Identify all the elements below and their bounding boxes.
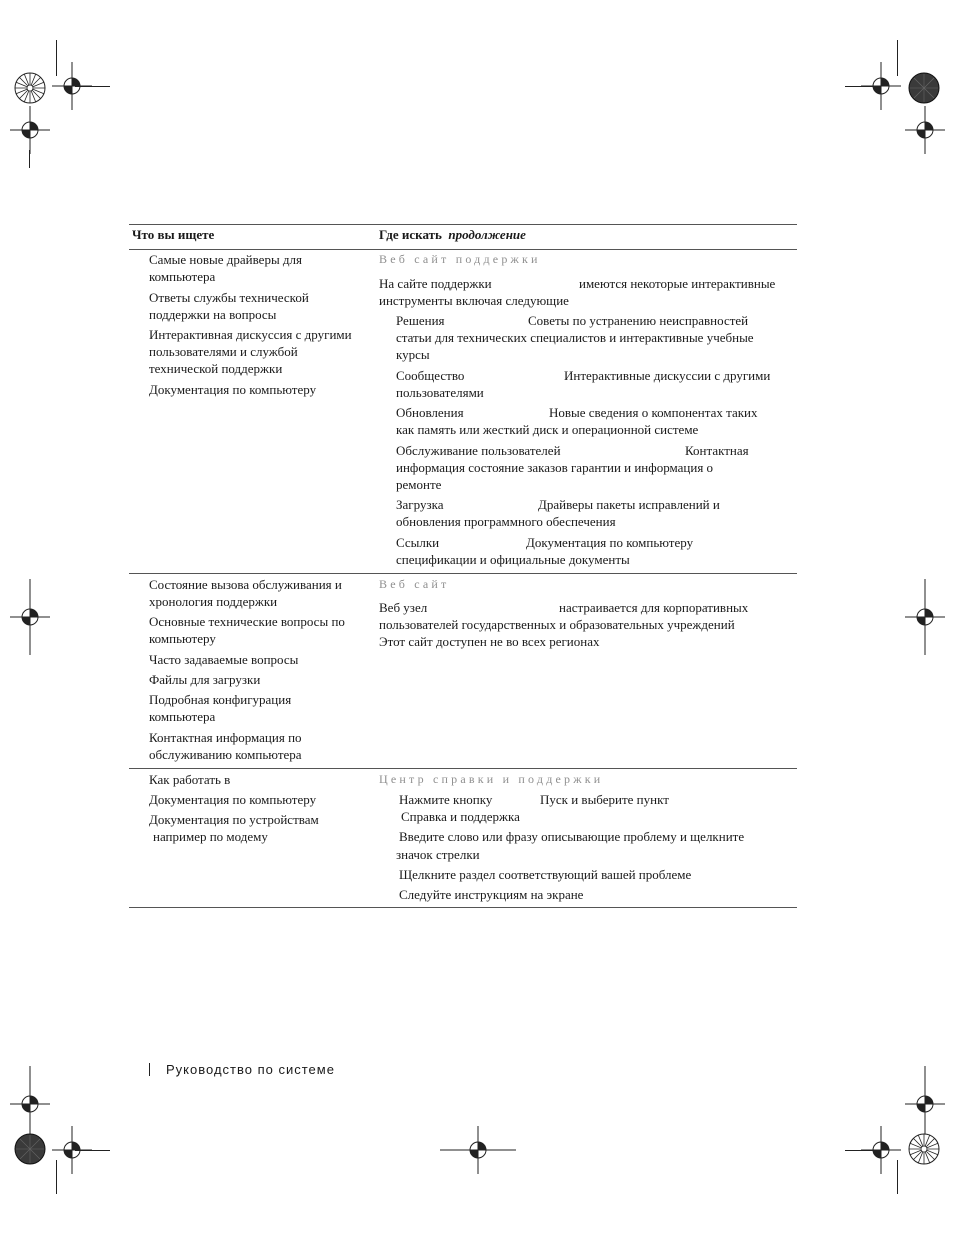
crosshair-icon [905,106,945,154]
list-item: Контактная информация по [149,730,302,745]
crosshair-icon [905,579,945,655]
list-item: Часто задаваемые вопросы [149,652,299,667]
table-header-rule [129,249,797,250]
paragraph-text: имеются некоторые интерактивные [579,276,776,291]
registration-starburst-icon [908,1133,940,1165]
trim-line [897,1160,898,1194]
page-footer [149,1062,335,1077]
list-item: курсы [396,347,430,362]
list-item: технической поддержки [149,361,283,376]
list-item: Интерактивная дискуссия с другими [149,327,352,342]
step-text: Щелкните раздел соответствующий вашей проблеме [399,867,692,882]
column-header-where-to-look [379,227,526,243]
list-item: информация состояние заказов гарантии и информация о [396,460,714,475]
trim-line [845,1150,880,1151]
crosshair-icon [10,106,50,154]
crosshair-icon [440,1126,516,1174]
list-item: пользователями [396,385,484,400]
list-item: Основные технические вопросы по [149,614,345,629]
paragraph-text: На сайте поддержки [379,276,492,291]
list-item: Загрузка [396,497,444,512]
list-item: компьютеру [149,631,216,646]
list-item: Сообщество [396,368,465,383]
step-text: Введите слово или фразу описывающие проблему и щелкните [399,829,745,844]
list-item: Советы по устранению неисправностей [528,313,749,328]
list-item: Самые новые драйверы для [149,252,303,267]
list-item: Как работать в [149,772,231,787]
list-item: Новые сведения о компонентах таких [549,405,758,420]
list-item: Драйверы пакеты исправлений и [538,497,720,512]
list-item: Ссылки [396,535,440,550]
continued-label: продолжение [448,227,526,242]
list-item: как память или жесткий диск и операционной системе [396,422,699,437]
list-item: Интерактивные дискуссии с другими [564,368,771,383]
step-text: Нажмите кнопку [399,792,493,807]
list-item: например по модему [153,829,268,844]
list-item: компьютера [149,709,216,724]
trim-line [75,86,110,87]
footer-separator [149,1063,150,1076]
registration-starburst-icon [14,72,46,104]
section-heading: Веб сайт поддержки [379,252,541,266]
table-row-rule [129,573,797,574]
trim-line [75,1150,110,1151]
list-item: поддержки на вопросы [149,307,277,322]
column-header-looking-for: Что вы ищете [132,227,215,242]
column-header-label: Где искать [379,227,442,242]
list-item: ремонте [396,477,442,492]
paragraph-text: пользователей государственных и образовательных учреждений [379,617,735,632]
step-text: Следуйте инструкциям на экране [399,887,584,902]
table-bottom-rule [129,907,797,908]
list-item: Документация по компьютеру [149,382,317,397]
trim-line [897,40,898,76]
list-item: пользователями и службой [149,344,298,359]
section-heading: Веб сайт [379,577,450,591]
registration-dark-dot-icon [14,1133,46,1165]
table-row-rule [129,768,797,769]
list-item: Подробная конфигурация [149,692,292,707]
list-item: Ответы службы технической [149,290,309,305]
list-item: статьи для технических специалистов и интерактивные учебные [396,330,754,345]
section-heading: Центр справки и поддержки [379,772,604,786]
list-item: Контактная [685,443,749,458]
list-item: Обновления [396,405,464,420]
paragraph-text: настраивается для корпоративных [559,600,749,615]
table-top-rule [129,224,797,225]
paragraph-text: Этот сайт доступен не во всех регионах [379,634,600,649]
step-text: значок стрелки [396,847,480,862]
list-item: Решения [396,313,445,328]
list-item: обслуживанию компьютера [149,747,302,762]
trim-line [56,1160,57,1194]
list-item: обновления программного обеспечения [396,514,616,529]
step-text: Пуск и выберите пункт [540,792,669,807]
list-item: Состояние вызова обслуживания и [149,577,342,592]
list-item: Файлы для загрузки [149,672,261,687]
list-item: компьютера [149,269,216,284]
trim-line [845,86,880,87]
paragraph-text: Веб узел [379,600,428,615]
list-item: Обслуживание пользователей [396,443,561,458]
list-item: спецификации и официальные документы [396,552,630,567]
step-text: Справка и поддержка [401,809,520,824]
crosshair-icon [10,579,50,655]
list-item: Документация по компьютеру [149,792,317,807]
paragraph-text: инструменты включая следующие [379,293,569,308]
list-item: хронология поддержки [149,594,278,609]
crosshair-icon [10,1066,50,1142]
trim-line [29,150,30,168]
list-item: Документация по компьютеру [526,535,694,550]
footer-title: Руководство по системе [166,1062,335,1077]
list-item: Документация по устройствам [149,812,319,827]
trim-line [56,40,57,76]
registration-dark-dot-icon [908,72,940,104]
crosshair-icon [905,1066,945,1142]
